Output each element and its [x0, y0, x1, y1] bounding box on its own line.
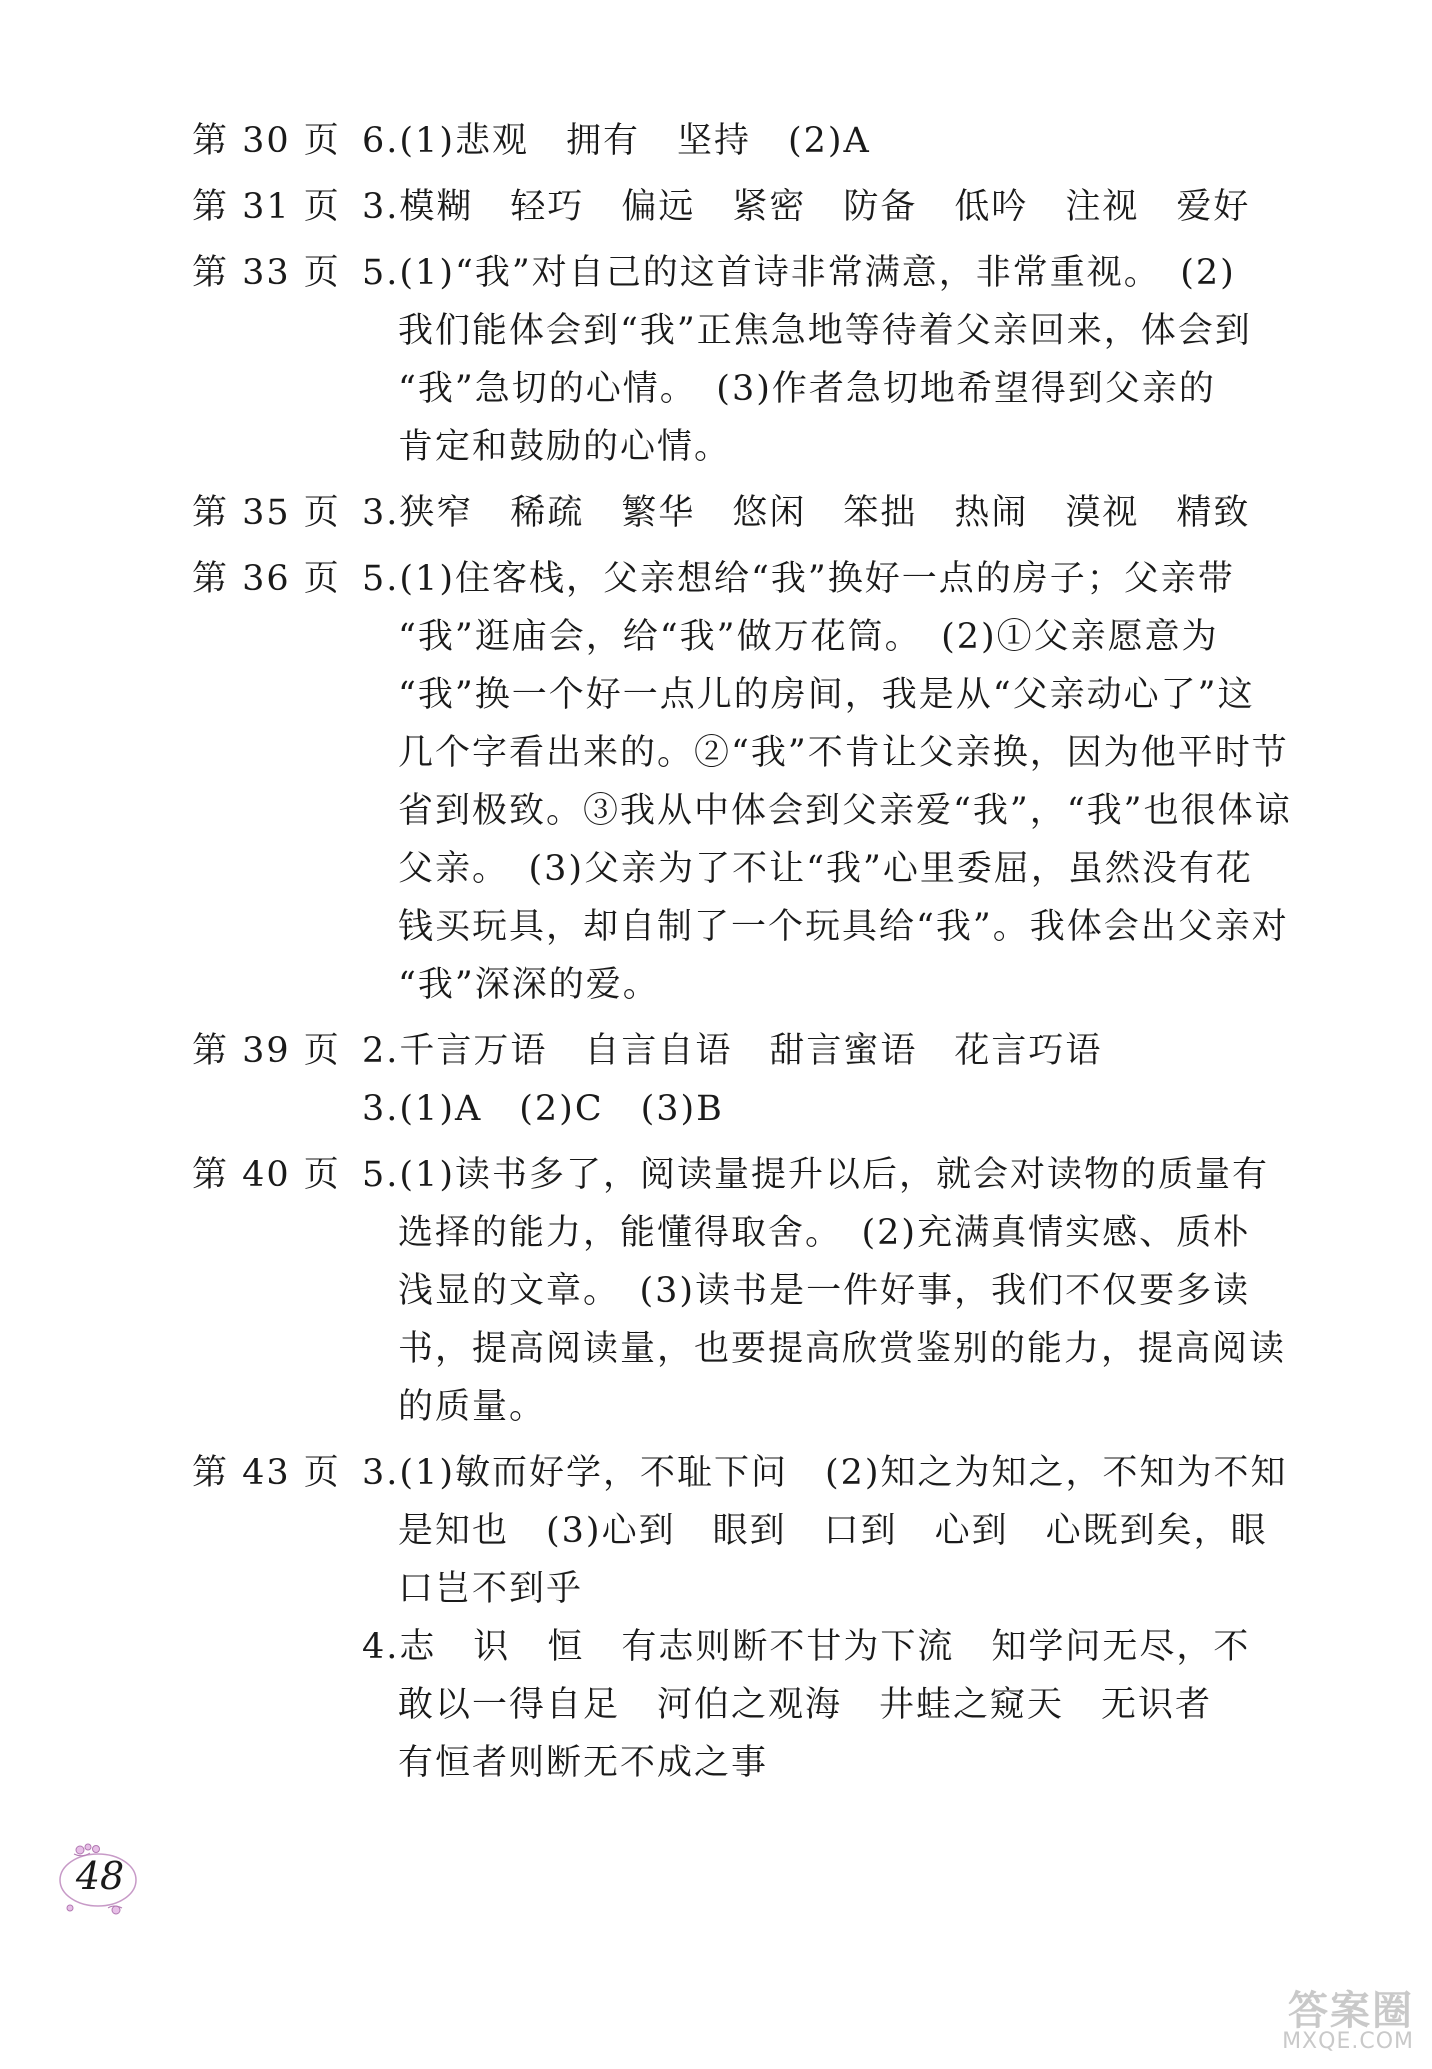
- answer-line: 几个字看出来的。②“我”不肯让父亲换，因为他平时节: [398, 733, 1289, 773]
- answer-line: 肯定和鼓励的心情。: [398, 427, 732, 467]
- answer-line: “我”换一个好一点儿的房间，我是从“父亲动心了”这: [398, 675, 1255, 715]
- watermark-logo-text: 答案圈: [1288, 1988, 1414, 2034]
- answer-line: 书，提高阅读量，也要提高欣赏鉴别的能力，提高阅读: [398, 1329, 1287, 1369]
- answer-entry: [192, 1022, 1312, 1138]
- answer-entries: [192, 112, 1312, 1800]
- page-label: 第 33 页: [192, 253, 341, 293]
- answer-line: “我”逛庙会，给“我”做万花筒。 (2)①父亲愿意为: [398, 617, 1219, 657]
- page-label: 第 43 页: [192, 1453, 341, 1493]
- answer-entry: [192, 484, 1312, 542]
- answer-block: [362, 1022, 1312, 1138]
- answer-block: [362, 484, 1312, 542]
- site-watermark: [1164, 1979, 1414, 2059]
- answer-line: “我”深深的爱。: [398, 965, 660, 1005]
- answer-line: 5.(1)住客栈，父亲想给“我”换好一点的房子；父亲带: [362, 559, 1235, 599]
- page-label: 第 35 页: [192, 493, 341, 533]
- watermark-url: MXQE.COM: [1282, 2029, 1414, 2054]
- answer-line: 是知也 (3)心到 眼到 口到 心到 心既到矣，眼: [398, 1511, 1268, 1551]
- answer-line: 浅显的文章。 (3)读书是一件好事，我们不仅要多读: [398, 1271, 1251, 1311]
- answer-entry: [192, 178, 1312, 236]
- answer-line: 父亲。 (3)父亲为了不让“我”心里委屈，虽然没有花: [398, 849, 1253, 889]
- answer-line: 4.志 识 恒 有志则断不甘为下流 知学问无尽，不: [362, 1627, 1251, 1667]
- page-label: 第 30 页: [192, 121, 341, 161]
- answer-entry: [192, 244, 1312, 476]
- answer-line: 3.狭窄 稀疏 繁华 悠闲 笨拙 热闹 漠视 精致: [362, 493, 1251, 533]
- answer-line: 3.(1)敏而好学，不耻下问 (2)知之为知之，不知为不知: [362, 1453, 1288, 1493]
- answer-block: [362, 1444, 1312, 1792]
- answer-block: [362, 112, 1312, 170]
- answer-line: “我”急切的心情。 (3)作者急切地希望得到父亲的: [398, 369, 1216, 409]
- answer-line: 口岂不到乎: [398, 1569, 584, 1609]
- page-number: 48: [75, 1854, 125, 1898]
- answer-line: 有恒者则断无不成之事: [398, 1743, 769, 1783]
- page-number-badge: [52, 1838, 144, 1920]
- answer-line: 敢以一得自足 河伯之观海 井蛙之窥天 无识者: [398, 1685, 1213, 1725]
- answer-block: [362, 550, 1312, 1014]
- page-label: 第 36 页: [192, 559, 341, 599]
- answer-entry: [192, 550, 1312, 1014]
- answer-entry: [192, 1146, 1312, 1436]
- answer-line: 省到极致。③我从中体会到父亲爱“我”，“我”也很体谅: [398, 791, 1292, 831]
- answer-line: 选择的能力，能懂得取舍。 (2)充满真情实感、质朴: [398, 1213, 1251, 1253]
- answer-line: 3.(1)A (2)C (3)B: [362, 1089, 724, 1129]
- answer-line: 5.(1)“我”对自己的这首诗非常满意，非常重视。 (2): [362, 253, 1236, 293]
- answer-block: [362, 178, 1312, 236]
- page-label: 第 31 页: [192, 187, 341, 227]
- answer-block: [362, 244, 1312, 476]
- answer-entry: [192, 112, 1312, 170]
- answer-line: 2.千言万语 自言自语 甜言蜜语 花言巧语: [362, 1031, 1103, 1071]
- answer-block: [362, 1146, 1312, 1436]
- answer-entry: [192, 1444, 1312, 1792]
- answer-line: 5.(1)读书多了，阅读量提升以后，就会对读物的质量有: [362, 1155, 1269, 1195]
- page-label: 第 40 页: [192, 1155, 341, 1195]
- answer-line: 的质量。: [398, 1387, 547, 1427]
- answer-line: 3.模糊 轻巧 偏远 紧密 防备 低吟 注视 爱好: [362, 187, 1251, 227]
- answer-line: 我们能体会到“我”正焦急地等待着父亲回来，体会到: [398, 311, 1252, 351]
- answer-line: 钱买玩具，却自制了一个玩具给“我”。我体会出父亲对: [398, 907, 1289, 947]
- page-label: 第 39 页: [192, 1031, 341, 1071]
- answer-line: 6.(1)悲观 拥有 坚持 (2)A: [362, 121, 871, 161]
